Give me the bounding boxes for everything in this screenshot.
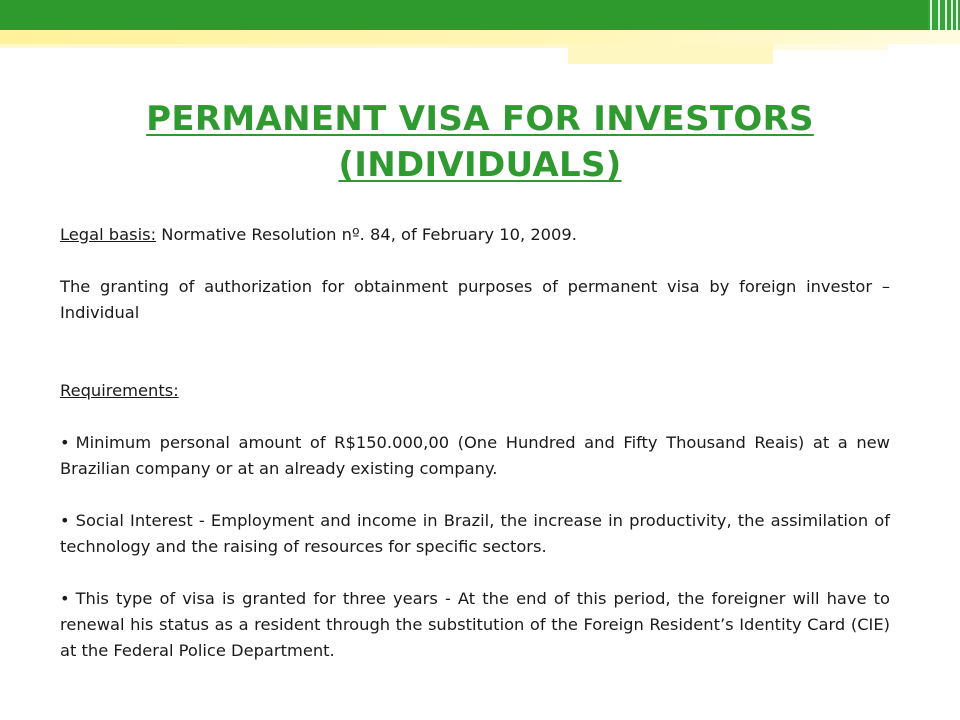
slide-title-line-2: (INDIVIDUALS) xyxy=(338,145,622,185)
requirement-item xyxy=(60,430,890,482)
legal-basis-text: Normative Resolution nº. 84, of February 10, 2009. xyxy=(156,225,577,244)
header-stripe xyxy=(930,0,932,34)
requirement-item-text: Social Interest - Employment and income in Brazil, the increase in productivity, the assimilation of technology and the raising of resources for specific sectors. xyxy=(60,511,890,556)
requirement-item-text: Minimum personal amount of R$150.000,00 (One Hundred and Fifty Thousand Reais) at a new Brazilian company or at an already existing company. xyxy=(60,433,890,478)
slide-title-line-1: PERMANENT VISA FOR INVESTORS xyxy=(146,99,814,139)
header-decoration-band xyxy=(0,0,960,80)
header-stripe xyxy=(938,0,940,34)
legal-basis-label: Legal basis: xyxy=(60,225,157,244)
slide-body xyxy=(60,222,890,664)
bullet-icon: • xyxy=(60,433,70,452)
requirements-heading xyxy=(60,378,890,404)
requirements-heading-text: Requirements: xyxy=(60,381,179,400)
header-yellow-block-right xyxy=(773,44,888,50)
requirement-item xyxy=(60,586,890,664)
header-yellow-bar xyxy=(0,30,960,44)
bullet-icon: • xyxy=(60,589,70,608)
bullet-icon: • xyxy=(60,511,70,530)
header-stripe xyxy=(956,0,958,34)
header-stripe xyxy=(945,0,947,34)
intro-paragraph: The granting of authorization for obtainment purposes of permanent visa by foreign investor – Individual xyxy=(60,277,890,322)
legal-basis-paragraph xyxy=(60,222,890,248)
header-yellow-underline xyxy=(0,44,568,48)
header-white-line xyxy=(773,60,903,62)
header-yellow-block xyxy=(568,44,773,64)
requirement-item xyxy=(60,508,890,560)
requirement-item-text: This type of visa is granted for three years - At the end of this period, the foreigner will have to renewal his status as a resident through the substitution of the Foreign Resident’s Identity Card (CIE) at the Federal Police Department. xyxy=(60,589,890,660)
header-green-bar xyxy=(0,0,928,30)
header-stripe xyxy=(951,0,953,34)
slide-title xyxy=(60,96,900,188)
